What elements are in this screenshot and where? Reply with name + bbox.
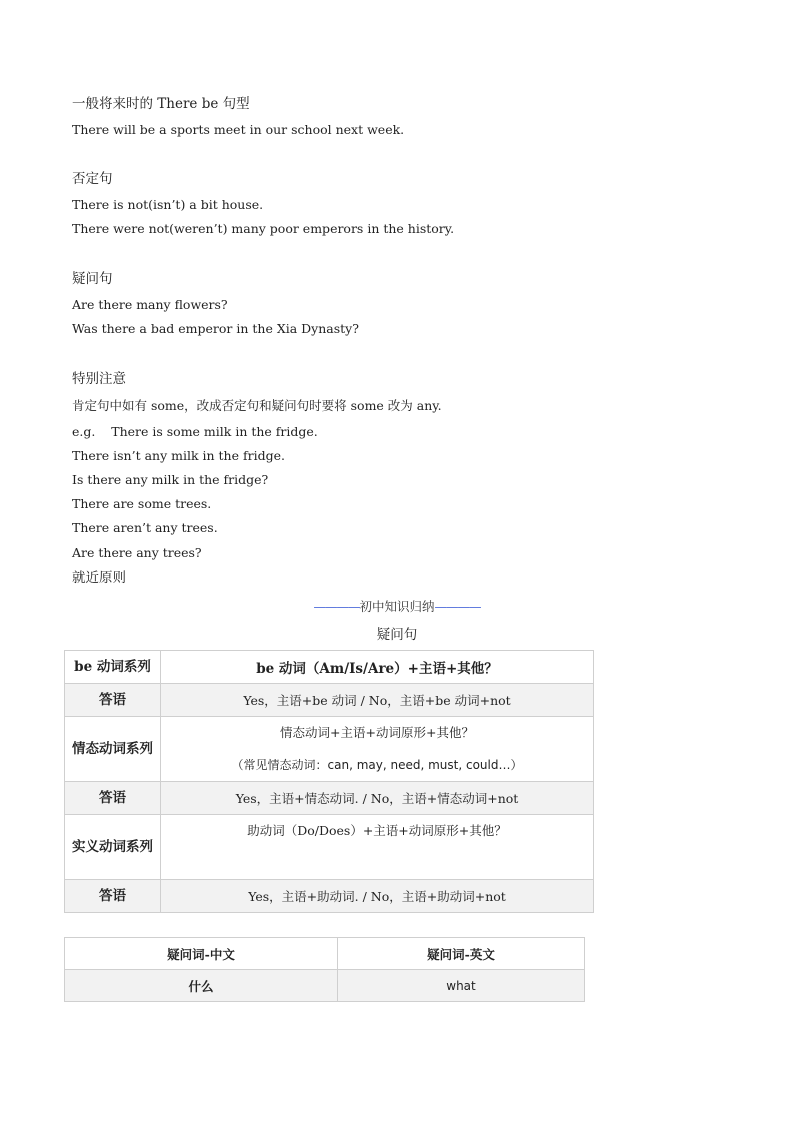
- section-heading-proximity: 就近原则: [72, 570, 126, 586]
- row-label: 情态动词系列: [65, 717, 161, 782]
- example-sentence: There aren’t any trees.: [72, 520, 218, 535]
- table-row: [65, 815, 594, 880]
- row-content: 助动词（Do/Does）+主语+动词原形+其他？: [161, 815, 594, 880]
- example-sentence: Was there a bad emperor in the Xia Dynasty?: [72, 321, 359, 336]
- divider-dashes-left: ————: [313, 599, 360, 614]
- table-row: [65, 717, 594, 782]
- table-cell: what: [338, 970, 585, 1002]
- table-row: [65, 684, 594, 717]
- section-divider: [0, 597, 794, 615]
- section-heading-negative: 否定句: [72, 171, 113, 187]
- question-pattern-table: [64, 650, 594, 913]
- row-content: be 动词（Am/Is/Are）+主语+其他？: [161, 651, 594, 684]
- section-heading-question: 疑问句: [72, 271, 113, 287]
- row-label: 答语: [65, 880, 161, 913]
- example-sentence: Are there many flowers?: [72, 297, 228, 312]
- example-sentence: There is not(isn’t) a bit house.: [72, 197, 264, 212]
- row-label: be 动词系列: [65, 651, 161, 684]
- example-sentence: Is there any milk in the fridge?: [72, 472, 269, 487]
- table-row: [65, 970, 585, 1002]
- example-sentence: e.g. There is some milk in the fridge.: [72, 424, 318, 439]
- example-sentence: There will be a sports meet in our school next week.: [72, 122, 405, 137]
- row-label: 答语: [65, 684, 161, 717]
- table-subtitle: 疑问句: [376, 627, 418, 643]
- row-content: Yes，主语+be 动词 / No，主语+be 动词+not: [161, 684, 594, 717]
- divider-dashes-right: ————: [434, 599, 481, 614]
- section-heading-future: 一般将来时的 There be 句型: [72, 96, 250, 112]
- table-header-row: [65, 938, 585, 970]
- table-row: [65, 880, 594, 913]
- row-label: 答语: [65, 782, 161, 815]
- row-label: 实义动词系列: [65, 815, 161, 880]
- row-content: Yes，主语+情态动词. / No，主语+情态动词+not: [161, 782, 594, 815]
- section-heading-note: 特别注意: [72, 371, 126, 387]
- example-sentence: There were not(weren’t) many poor emperors in the history.: [72, 221, 455, 236]
- row-content-note: （常见情态动词：can, may, need, must, could…）: [231, 758, 523, 772]
- column-header: 疑问词-英文: [338, 938, 585, 970]
- example-sentence: There isn’t any milk in the fridge.: [72, 448, 285, 463]
- table-row: [65, 651, 594, 684]
- column-header: 疑问词-中文: [65, 938, 338, 970]
- row-content: 情态动词+主语+动词原形+其他？: [280, 725, 474, 740]
- table-row: [65, 782, 594, 815]
- note-rule: 肯定句中如有 some，改成否定句和疑问句时要将 some 改为 any.: [72, 398, 442, 413]
- divider-title: 初中知识归纳: [359, 599, 435, 614]
- row-content: Yes，主语+助动词. / No，主语+助动词+not: [161, 880, 594, 913]
- table-cell: 什么: [65, 970, 338, 1002]
- row-content-cell: [161, 717, 594, 782]
- question-words-table: [64, 937, 585, 1002]
- example-sentence: There are some trees.: [72, 496, 212, 511]
- example-sentence: Are there any trees?: [72, 545, 202, 560]
